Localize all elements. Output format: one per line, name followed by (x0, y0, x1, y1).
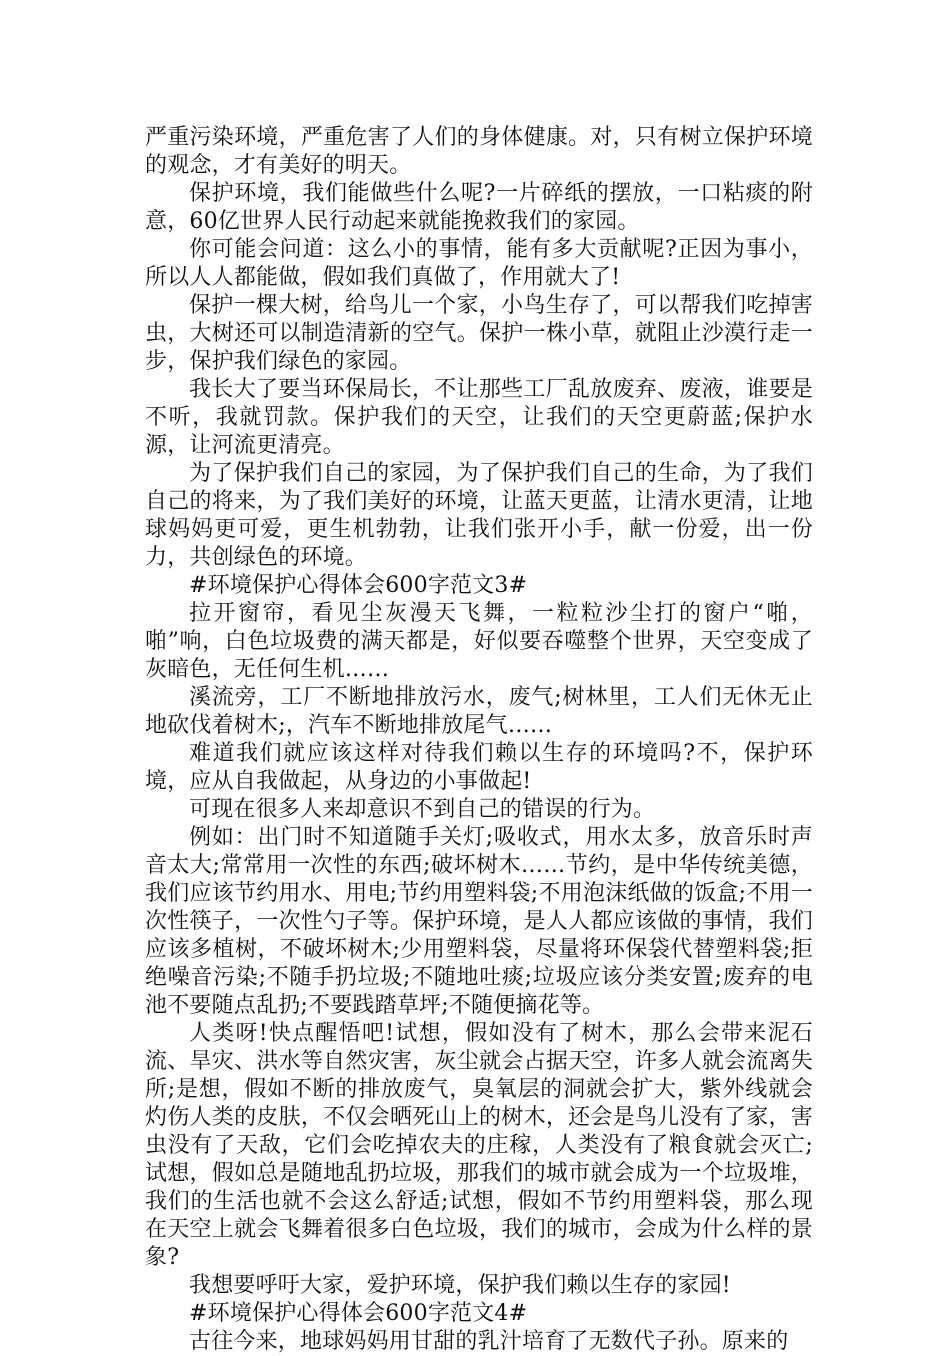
section-heading: #环境保护心得体会600字范文3# (189, 573, 528, 598)
paragraph: 溪流旁，工厂不断地排放污水，废气;树林里，工人们无休无止地砍伐着树木;，汽车不断地排放尾气…… (145, 685, 813, 738)
article-body (145, 124, 813, 1356)
paragraph: 例如：出门时不知道随手关灯;吸收式，用水太多，放音乐时声音太大;常常用一次性的东西;破坏树木……节约，是中华传统美德，我们应该节约用水、用电;节约用塑料袋;不用泡沫纸做的饭盒;不用一次性筷子，一次性勺子等。保护环境，是人人都应该做的事情，我们应该多植树，不破坏树木;少用塑料袋，尽量将环保袋代替塑料袋;拒绝噪音污染;不随手扔垃圾;不随地吐痰;垃圾应该分类安置;废弃的电池不要随点乱扔;不要践踏草坪;不随便摘花等。 (145, 825, 813, 1018)
paragraph: 我长大了要当环保局长，不让那些工厂乱放废弃、废液，谁要是不听，我就罚款。保护我们的天空，让我们的天空更蔚蓝;保护水源，让河流更清亮。 (145, 377, 813, 458)
paragraph: 难道我们就应该这样对待我们赖以生存的环境吗?不，保护环境，应从自我做起，从身边的小事做起! (145, 741, 813, 794)
paragraph: 保护环境，我们能做些什么呢?一片碎纸的摆放，一口粘痰的附意，60亿世界人民行动起来就能挽救我们的家园。 (145, 181, 813, 234)
paragraph: 古往今来，地球妈妈用甘甜的乳汁培育了无数代子孙。原来的 (189, 1329, 789, 1354)
paragraph: 严重污染环境，严重危害了人们的身体健康。对，只有树立保护环境的观念，才有美好的明天。 (145, 125, 813, 178)
paragraph: 保护一棵大树，给鸟儿一个家，小鸟生存了，可以帮我们吃掉害虫，大树还可以制造清新的空气。保护一株小草，就阻止沙漠行走一步，保护我们绿色的家园。 (145, 293, 813, 374)
paragraph: 你可能会问道：这么小的事情，能有多大贡献呢?正因为事小，所以人人都能做，假如我们真做了，作用就大了! (145, 237, 813, 290)
paragraph: 可现在很多人来却意识不到自己的错误的行为。 (189, 797, 656, 822)
paragraph: 为了保护我们自己的家园，为了保护我们自己的生命，为了我们自己的将来，为了我们美好的环境，让蓝天更蓝，让清水更清，让地球妈妈更可爱，更生机勃勃，让我们张开小手，献一份爱，出一份力，共创绿色的环境。 (145, 461, 813, 570)
paragraph: 我想要呼吁大家，爱护环境，保护我们赖以生存的家园! (189, 1273, 731, 1298)
paragraph: 人类呀!快点醒悟吧!试想，假如没有了树木，那么会带来泥石流、旱灾、洪水等自然灾害，灰尘就会占据天空，许多人就会流离失所;是想，假如不断的排放废气，臭氧层的洞就会扩大，紫外线就会灼伤人类的皮肤，不仅会晒死山上的树木，还会是鸟儿没有了家，害虫没有了天敌，它们会吃掉农夫的庄稼，人类没有了粮食就会灭亡;试想，假如总是随地乱扔垃圾，那我们的城市就会成为一个垃圾堆，我们的生活也就不会这么舒适;试想，假如不节约用塑料袋，那么现在天空上就会飞舞着很多白色垃圾，我们的城市，会成为什么样的景象? (145, 1021, 813, 1270)
paragraph: 拉开窗帘，看见尘灰漫天飞舞，一粒粒沙尘打的窗户“啪，啪”响，白色垃圾费的满天都是，好似要吞噬整个世界，天空变成了灰暗色，无任何生机…… (145, 601, 813, 682)
section-heading: #环境保护心得体会600字范文4# (189, 1301, 528, 1326)
